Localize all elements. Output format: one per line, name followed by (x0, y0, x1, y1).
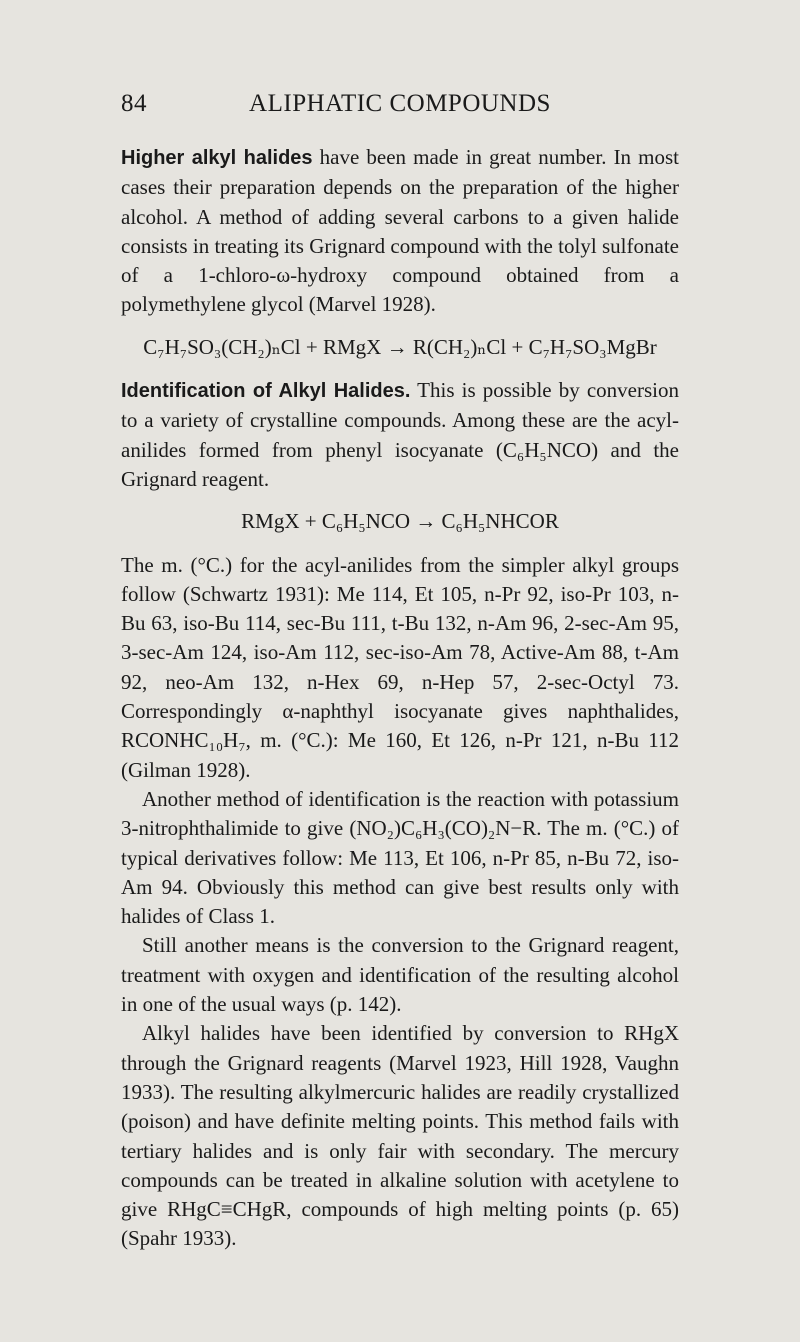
page-body (121, 143, 679, 1254)
paragraph-text: have been made in great number. In most cases their preparation depends on the preparation of the higher alcohol. A method of adding several carbons to a given halide consists in treating its Grignard compound with the tolyl sulfonate of a 1-chloro-ω-hydroxy compound obtained from a polymethylene glycol (Marvel 1928). (121, 145, 679, 317)
paragraph-melting-points: The m. (°C.) for the acyl-anilides from the simpler alkyl groups follow (Schwartz 1931): Me 114, Et 105, n-Pr 92, iso-Pr 103, n-Bu 63, iso-Bu 114, sec-Bu 111, t-Bu 132, n-Am 96, 2-sec-Am 95, 3-sec-Am 124, iso-Am 112, sec-iso-Am 78, Active-Am 88, t-Am 92, neo-Am 132, n-Hex 69, n-Hep 57, 2-sec-Octyl 73. Correspondingly α-naphthyl isocyanate gives naphthalides, RCONHC₁₀H₇, m. (°C.): Me 160, Et 126, n-Pr 121, n-Bu 112 (Gilman 1928). (121, 552, 679, 782)
equation-grignard-chain-extension: C₇H₇SO₃(CH₂)ₙCl + RMgX → R(CH₂)ₙCl + C₇H₇SO₃MgBr (143, 334, 657, 359)
page-header (121, 90, 679, 124)
section-heading-identification: Identification of Alkyl Halides. (121, 380, 411, 403)
paragraph-mercury-method: Alkyl halides have been identified by conversion to RHgX through the Grignard reagents (Marvel 1923, Hill 1928, Vaughn 1933). The resulting alkylmercuric halides are readily crystallized (poison) and have definite melting points. This method fails with tertiary halides and is only fair with secondary. The mercury compounds can be treated in alkaline solution with acetylene to give RHgC≡CHgR, compounds of high melting points (p. 65) (Spahr 1933). (121, 1021, 679, 1251)
paragraph-higher-alkyl-halides (121, 143, 679, 320)
equation-acyl-anilide: RMgX + C₆H₅NCO → C₆H₅NHCOR (241, 509, 559, 534)
running-title: ALIPHATIC COMPOUNDS (249, 90, 551, 117)
page-number: 84 (121, 90, 147, 117)
paragraph-text: This is possible by conversion to a variety of crystalline compounds. Among these are the acyl-anilides formed from phenyl isocyanate (C₆H₅NCO) and the Grignard reagent. (121, 378, 679, 491)
paragraph-oxygen-method: Still another means is the conversion to the Grignard reagent, treatment with oxygen and identification of the resulting alcohol in one of the usual ways (p. 142). (121, 933, 679, 1017)
paragraph-identification (121, 376, 679, 494)
section-lead-higher-alkyl-halides: Higher alkyl halides (121, 147, 313, 169)
paragraph-nitrophthalimide: Another method of identification is the reaction with potassium 3-nitrophthalimide to give (NO₂)C₆H₃(CO)₂N−R. The m. (°C.) of typical derivatives follow: Me 113, Et 106, n-Pr 85, n-Bu 72, iso-Am 94. Obviously this method can give best results only with halides of Class 1. (121, 786, 679, 929)
